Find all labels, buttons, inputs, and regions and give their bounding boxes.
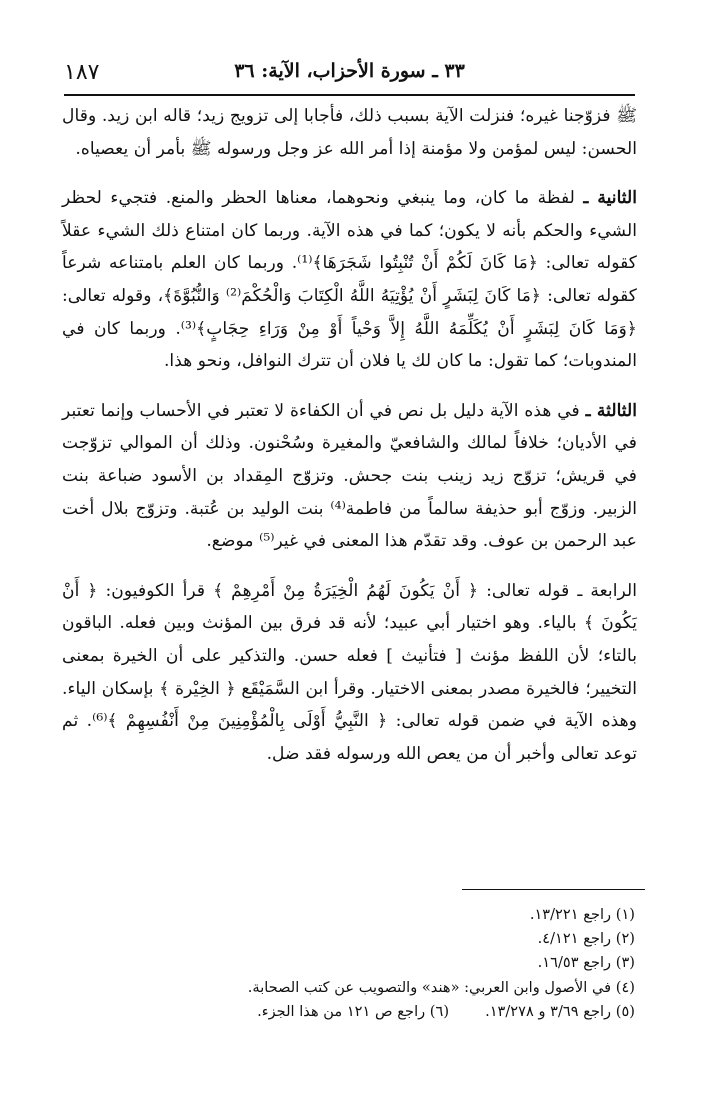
footnotes — [120, 903, 635, 1024]
paragraph-second-issue — [62, 182, 637, 378]
main-text — [62, 100, 637, 787]
footnote-4: (٤) في الأصول وابن العربي: «هند» والتصويب عن كتب الصحابة. — [247, 978, 635, 996]
paragraph-text: قوله تعالى: ﴿ أَنْ يَكُونَ لَهُمُ الْخِيَرَةُ مِنْ أَمْرِهِمْ ﴾ قرأ الكوفيون: ﴿ أَنْ يَكُونَ ﴾ بالياء. وهو اختيار أبي عبيد؛ لأنه قد فرق بين المؤنث وبين فعله. الباقون بالتاء؛ لأن اللفظ مؤنث [ فتأنيث ] فعله حسن. والتذكير على أن الخيرة بمعنى التخيير؛ فالخيرة مصدر بمعنى الاختيار. وقرأ ابن السَّمَيْقَع ﴿ الخِيْرة ﴾ بإسكان الياء. وهذه الآية في ضمن قوله تعالى: ﴿ النَّبِيُّ أَوْلَى بِالْمُؤْمِنِينَ مِنْ أَنْفُسِهِمْ ﴾⁽⁶⁾. ثم توعد تعالى وأخبر أن من يعص الله ورسوله فقد ضل. — [62, 580, 637, 764]
footnote-6: (٦) راجع ص ١٢١ من هذا الجزء. — [257, 1002, 450, 1020]
paragraph-third-issue — [62, 395, 637, 558]
paragraph-lead: الرابعة ـ — [577, 580, 637, 601]
paragraph-continuation — [62, 100, 637, 165]
page-header — [64, 60, 635, 96]
page-number: ١٨٧ — [64, 60, 100, 85]
running-head: ٣٣ ـ سورة الأحزاب، الآية: ٣٦ — [234, 60, 465, 82]
paragraph-fourth-issue — [62, 575, 637, 771]
paragraph-text: في هذه الآية دليل بل نص في أن الكفاءة لا تعتبر في الأحساب وإنما تعتبر في الأديان؛ خلافاً لمالك والشافعيّ والمغيرة وسُحْنون. وذلك أن الموالي تزوّجت في قريش؛ تزوّج زيد زينب بنت جحش. وتزوّج المِقداد بن الأسود ضباعة بنت الزبير. وزوّج أبو حذيفة سالماً من فاطمة⁽⁴⁾ بنت الوليد بن عُتبة. وتزوّج بلال أخت عبد الرحمن بن عوف. وقد تقدّم هذا المعنى في غير⁽⁵⁾ موضع. — [62, 400, 638, 552]
paragraph-text: لفظة ما كان، وما ينبغي ونحوهما، معناها الحظر والمنع. فتجيء لحظر الشيء والحكم بأنه لا يكون؛ كما في هذه الآية. وربما كان امتناع ذلك الشيء عقلاً كقوله تعالى: ﴿مَا كَانَ لَكُمْ أَنْ تُنْبِتُوا شَجَرَهَا﴾⁽¹⁾. وربما كان العلم بامتناعه شرعاً كقوله تعالى: ﴿مَا كَانَ لِبَشَرٍ أَنْ يُؤْتِيَهُ اللَّهُ الْكِتَابَ وَالْحُكْمَ⁽²⁾ وَالنُّبُوَّةَ﴾، وقوله تعالى: ﴿وَمَا كَانَ لِبَشَرٍ أَنْ يُكَلِّمَهُ اللَّهُ إِلاَّ وَحْياً أَوْ مِنْ وَرَاءِ حِجَابٍ﴾⁽³⁾. وربما كان في المندوبات؛ كما تقول: ما كان لك يا فلان أن تترك النوافل، ونحو هذا. — [62, 188, 637, 372]
footnote-3: (٣) راجع ١٦/٥٣. — [537, 954, 635, 972]
footnote-1: (١) راجع ١٣/٢٢١. — [529, 906, 635, 923]
paragraph-text: ﷺ فزوّجنا غيره؛ فنزلت الآية بسبب ذلك، فأجابا إلى تزويج زيد؛ قاله ابن زيد. وقال الحسن: ليس لمؤمن ولا مؤمنة إذا أمر الله عز وجل ورسوله ﷺ بأمر أن يعصياه. — [62, 106, 637, 159]
paragraph-lead: الثانية ـ — [583, 188, 638, 209]
footnote-2: (٢) راجع ٤/١٢١. — [537, 930, 635, 948]
paragraph-lead: الثالثة ـ — [585, 400, 638, 421]
footnote-divider — [462, 889, 645, 890]
footnote-5: (٥) راجع ٣/٦٩ و ١٣/٢٧٨. — [485, 1002, 635, 1020]
footnote-row-5-6 — [120, 1000, 635, 1024]
